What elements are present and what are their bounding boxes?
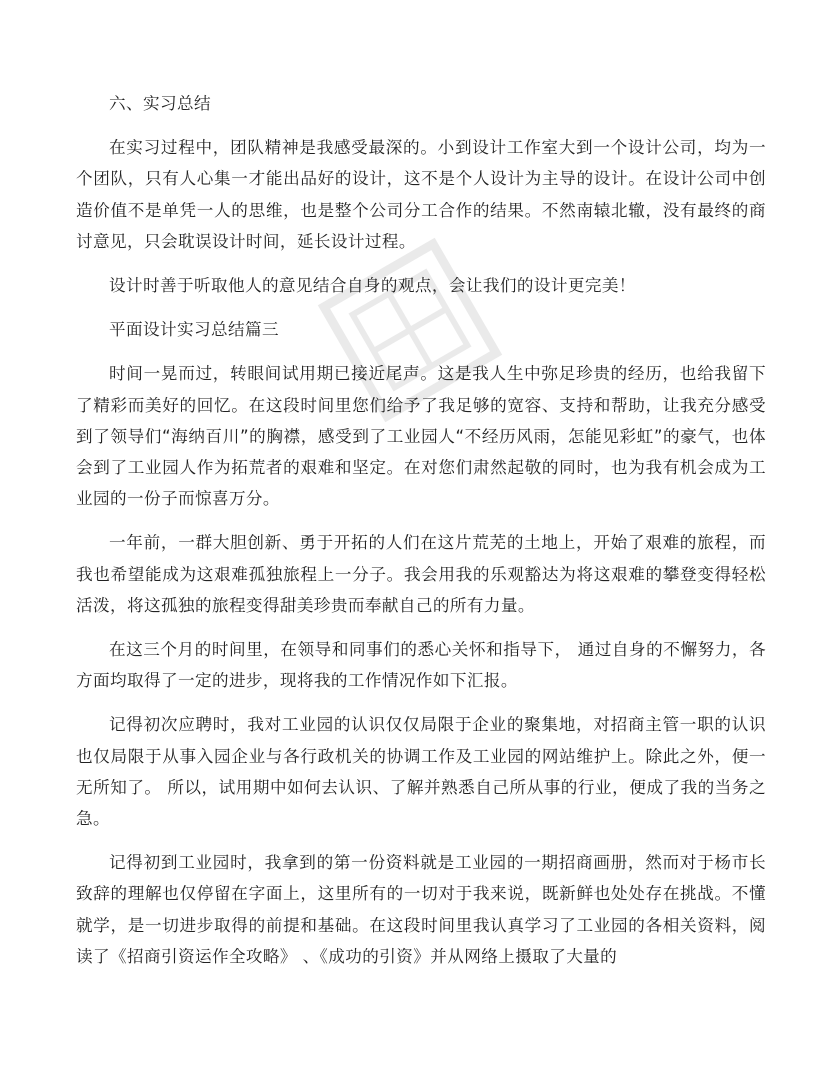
section-heading-part-three: 平面设计实习总结篇三 [109, 320, 279, 340]
document-body [76, 88, 766, 985]
paragraph-listen-advice: 设计时善于听取他人的意见结合自身的观点，会让我们的设计更完美！ [109, 276, 636, 296]
paragraph-first-arrival: 记得初到工业园时，我拿到的第一份资料就是工业园的一期招商画册，然而对于杨市长致辞的理解也仅停留在字面上，这里所有的一切对于我来说，既新鲜也处处存在挑战。不懂就学，是一切进步取得的前提和基础。在这段时间里我认真学习了工业园的各相关资料，阅读了《招商引资运作全攻略》 、《成功的引资》并从网络上摄取了大量的 [76, 853, 766, 966]
paragraph-one-year-ago: 一年前，一群大胆创新、勇于开拓的人们在这片荒芜的土地上，开始了艰难的旅程，而我也希望能成为这艰难孤独旅程上一分子。我会用我的乐观豁达为将这艰难的攀登变得轻松活泼，将这孤独的旅程变得甜美珍贵而奉献自己的所有力量。 [76, 533, 766, 615]
paragraph-teamwork: 在实习过程中，团队精神是我感受最深的。小到设计工作室大到一个设计公司，均为一个团队，只有人心集一才能出品好的设计，这不是个人设计为主导的设计。在设计公司中创造价值不是单凭一人的思维，也是整个公司分工合作的结果。不然南辕北辙，没有最终的商讨意见，只会耽误设计时间，延长设计过程。 [76, 138, 766, 251]
section-heading-internship-summary: 六、实习总结 [109, 94, 211, 113]
paragraph-three-months: 在这三个月的时间里，在领导和同事们的悉心关怀和指导下， 通过自身的不懈努力，各方面均取得了一定的进步，现将我的工作情况作如下汇报。 [76, 640, 766, 691]
paragraph-first-application: 记得初次应聘时，我对工业园的认识仅仅局限于企业的聚集地，对招商主管一职的认识也仅局限于从事入园企业与各行政机关的协调工作及工业园的网站维护上。除此之外，便一无所知了。 所以，试用期中如何去认识、了解并熟悉自己所从事的行业，便成了我的当务之急。 [76, 715, 766, 829]
paragraph-probation-ending: 时间一晃而过，转眼间试用期已接近尾声。这是我人生中弥足珍贵的经历，也给我留下了精彩而美好的回忆。在这段时间里您们给予了我足够的宽容、支持和帮助，让我充分感受到了领导们“海纳百川”的胸襟，感受到了工业园人“不经历风雨，怎能见彩虹”的豪气，也体会到了工业园人作为拓荒者的艰难和坚定。在对您们肃然起敬的同时，也为我有机会成为工业园的一份子而惊喜万分。 [76, 364, 766, 509]
